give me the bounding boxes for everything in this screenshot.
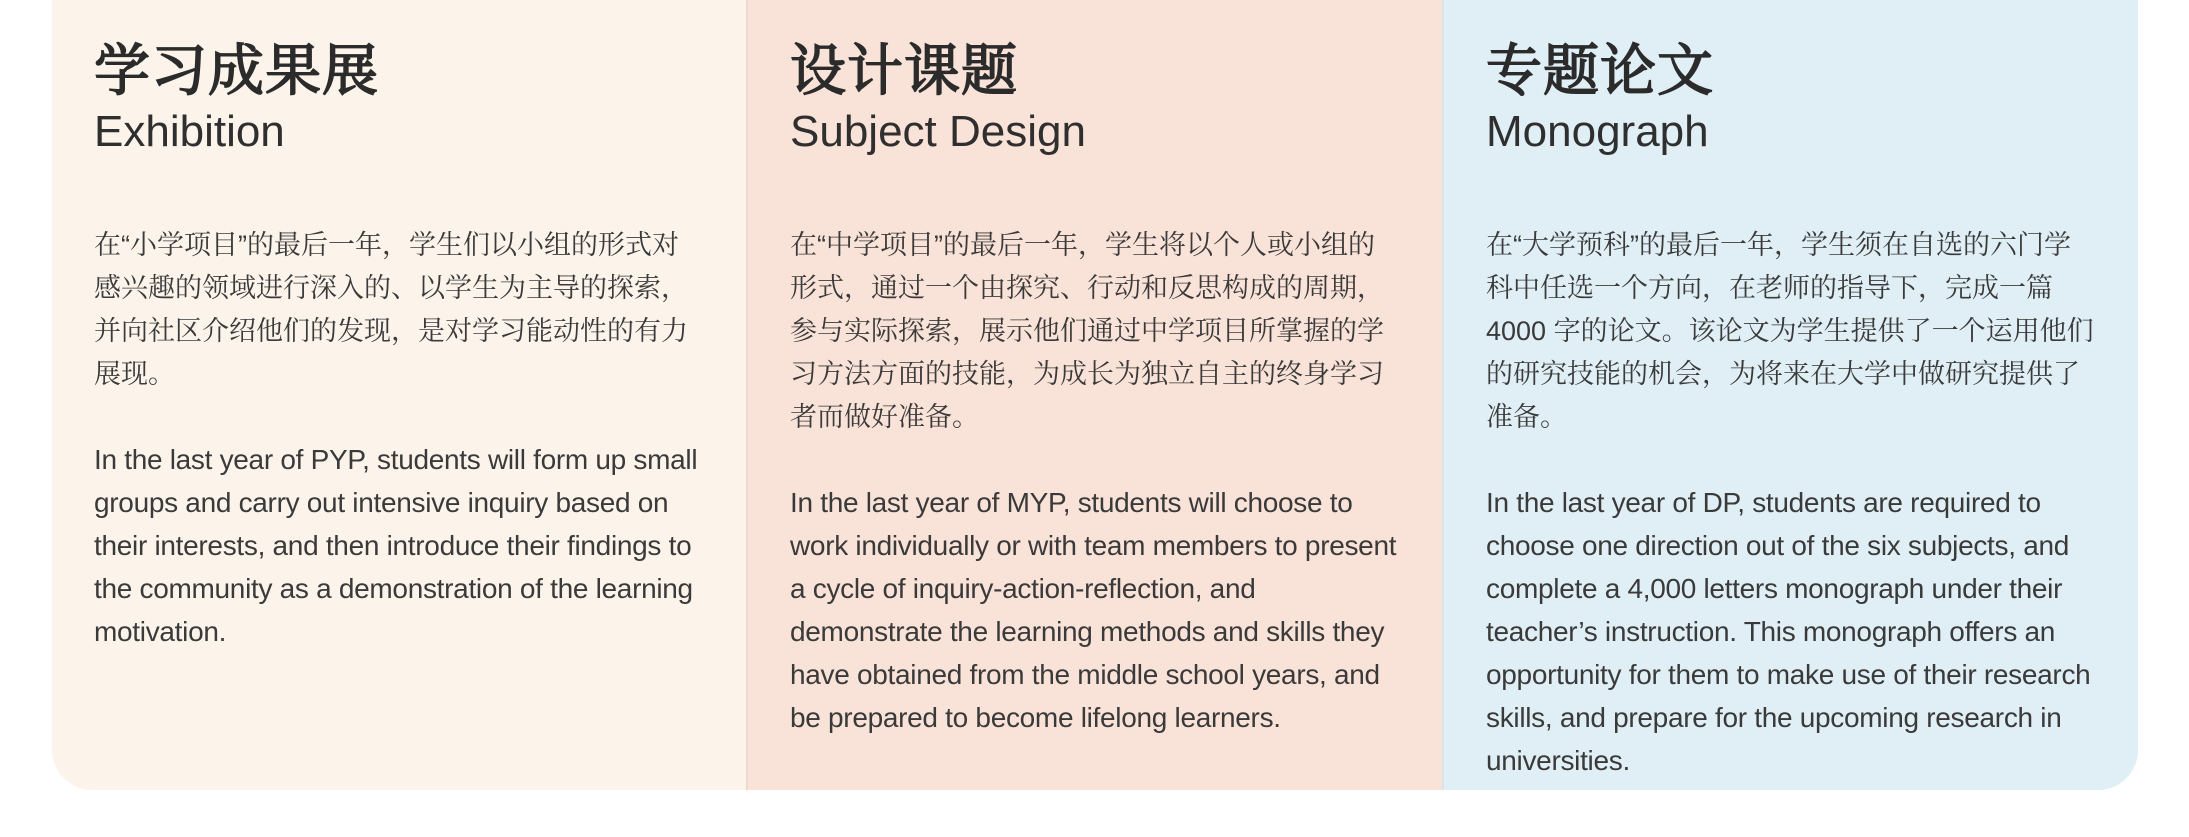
panel-monograph (1442, 0, 2138, 790)
panel-body-en: In the last year of MYP, students will choose to work individually or with team members to present a cycle of inquiry-action-reflection, and demonstrate the learning methods and skills they have obtained from the middle school years, and be prepared to become lifelong learners. (790, 487, 1397, 733)
panel-body-cn: 在“中学项目”的最后一年，学生将以个人或小组的形式，通过一个由探究、行动和反思构成的周期，参与实际探索，展示他们通过中学项目所掌握的学习方法方面的技能，为成长为独立自主的终身学习者而做好准备。 (790, 230, 1384, 432)
panel-body-cn: 在“大学预科”的最后一年，学生须在自选的六门学科中任选一个方向，在老师的指导下，完成一篇4000 字的论文。该论文为学生提供了一个运用他们的研究技能的机会，为将来在大学中做研究提供了准备。 (1486, 230, 2094, 432)
panel-title-en: Subject Design (790, 107, 1086, 156)
panel-title-cn: 设计课题 (790, 39, 1018, 102)
panel-title-cn: 学习成果展 (94, 39, 379, 102)
program-panels (52, 0, 2138, 790)
panel-title-cn: 专题论文 (1486, 39, 1714, 102)
panel-body-en: In the last year of PYP, students will form up small groups and carry out intensive inquiry based on their interests, and then introduce their findings to the community as a demonstration of the learning motivation. (94, 444, 698, 647)
panel-title-en: Monograph (1486, 107, 1709, 156)
panel-body-en: In the last year of DP, students are required to choose one direction out of the six subjects, and complete a 4,000 letters monograph under their teacher’s instruction. This monograph offers an opportunity for them to make use of their research skills, and prepare for the upcoming research in universities. (1486, 487, 2091, 776)
panel-title-en: Exhibition (94, 107, 285, 156)
panel-body-cn: 在“小学项目”的最后一年，学生们以小组的形式对感兴趣的领域进行深入的、以学生为主导的探索，并向社区介绍他们的发现，是对学习能动性的有力展现。 (94, 230, 688, 389)
panel-exhibition (52, 0, 746, 790)
panel-subject-design (746, 0, 1442, 790)
